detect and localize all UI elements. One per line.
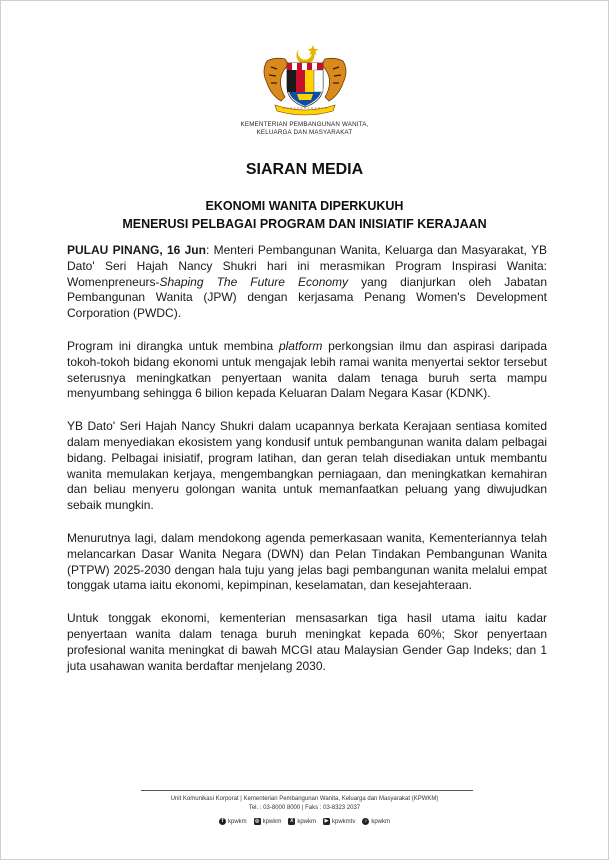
paragraph-1-text-b: yang dianjurkan oleh Jabatan Pembangunan Wanita (JPW) dengan kerjasama Penang Women's Development Corporation (PWDC). <box>67 274 548 321</box>
facebook-icon: f <box>219 818 226 825</box>
instagram-icon: ◎ <box>254 818 260 824</box>
social-handle: kpwkm <box>297 818 316 825</box>
paragraph-1-text-a: : Menteri Pembangunan Wanita, Keluarga dan Masyarakat, YB Dato' Seri Hajah Nancy Shukri hari ini merasmikan Program Inspirasi Wanita: Womenpreneurs- <box>67 243 547 289</box>
paragraph-2-text-b: perkongsian ilmu dan aspirasi daripada tokoh-tokoh bidang ekonomi untuk mengajak lebih ramai wanita menyertai sektor tersebut seterusnya meningkatkan penyertaan wanita dalam tenaga buruh serta mampu menyumbang sehingga 6 bilion kepada Keluaran Dalam Negara Kasar (KDNK). <box>67 338 547 401</box>
footer <box>1 795 608 813</box>
footer-contact: Tel. : 03-8000 8000 | Faks : 03-8323 2037 <box>248 805 361 811</box>
social-facebook[interactable] <box>219 818 247 825</box>
paragraph-3: YB Dato' Seri Hajah Nancy Shukri dalam ucapannya berkata Kerajaan sentiasa komited dalam menyediakan ekosistem yang kondusif untuk pembangunan wanita dalam pelbagai bidang. Pelbagai inisiatif, program latihan, dan geran telah disediakan untuk membantu wanita memulakan kerjaya, mengembangkan perniagaan, dan meningkatkan kemahiran dan beliau menyeru golongan wanita untuk memanfaatkan peluang yang diwujudkan sebaik mungkin. <box>67 419 547 513</box>
tiktok-icon: ♪ <box>362 818 369 825</box>
social-youtube[interactable] <box>323 818 355 825</box>
ministry-line-2: KELUARGA DAN MASYARAKAT <box>256 129 353 136</box>
ministry-line-1: KEMENTERIAN PEMBANGUNAN WANITA, <box>240 121 369 128</box>
coat-of-arms-icon <box>257 41 353 119</box>
paragraph-1 <box>67 243 547 322</box>
footer-unit: Unit Komunikasi Korporat | Kementerian Pembangunan Wanita, Keluarga dan Masyarakat (KPWKM) <box>170 796 439 802</box>
ministry-name <box>241 121 369 137</box>
headline-line-2: MENERUSI PELBAGAI PROGRAM DAN INISIATIF KERAJAAN <box>122 217 487 231</box>
social-handle: kpwkm <box>227 818 247 825</box>
social-handle: kpwkm <box>262 818 282 825</box>
x-icon: X <box>290 818 294 824</box>
document-title: SIARAN MEDIA <box>245 161 364 178</box>
paragraph-4: Menurutnya lagi, dalam mendokong agenda pemerkasaan wanita, Kementeriannya telah melancarkan Dasar Wanita Negara (DWN) dan Pelan Tindakan Pembangunan Wanita (PTPW) 2025-2030 dengan hala tuju yang jelas bagi pembangunan wanita melalui empat tonggak utama iaitu ekonomi, kepimpinan, keselamatan, dan kesejahteraan. <box>67 530 547 593</box>
social-x[interactable] <box>288 818 316 825</box>
letterhead <box>1 41 608 137</box>
article-body <box>67 243 547 691</box>
paragraph-2-italic: platform <box>278 338 323 353</box>
headline <box>1 197 608 233</box>
youtube-icon: ▶ <box>324 818 329 824</box>
social-handles <box>1 818 608 825</box>
social-handle: kpwkmtv <box>332 818 356 825</box>
dateline: PULAU PINANG, 16 Jun <box>67 243 206 257</box>
headline-line-1: EKONOMI WANITA DIPERKUKUH <box>205 199 404 213</box>
paragraph-5: Untuk tonggak ekonomi, kementerian mensasarkan tiga hasil utama iaitu kadar penyertaan wanita dalam tenaga buruh meningkat kepada 60%; Skor penyertaan profesional wanita meningkat di bawah MCGI atau Malaysian Gender Gap Indeks; dan 1 juta usahawan wanita berdaftar menjelang 2030. <box>67 611 547 673</box>
paragraph-2-text-a: Program ini dirangka untuk membina <box>67 338 279 353</box>
social-tiktok[interactable] <box>362 818 390 825</box>
footer-divider <box>141 790 473 791</box>
social-instagram[interactable] <box>254 818 282 825</box>
paragraph-1-italic: Shaping The Future Economy <box>159 274 349 289</box>
social-handle: kpwkm <box>371 818 391 825</box>
paragraph-2 <box>67 339 547 402</box>
